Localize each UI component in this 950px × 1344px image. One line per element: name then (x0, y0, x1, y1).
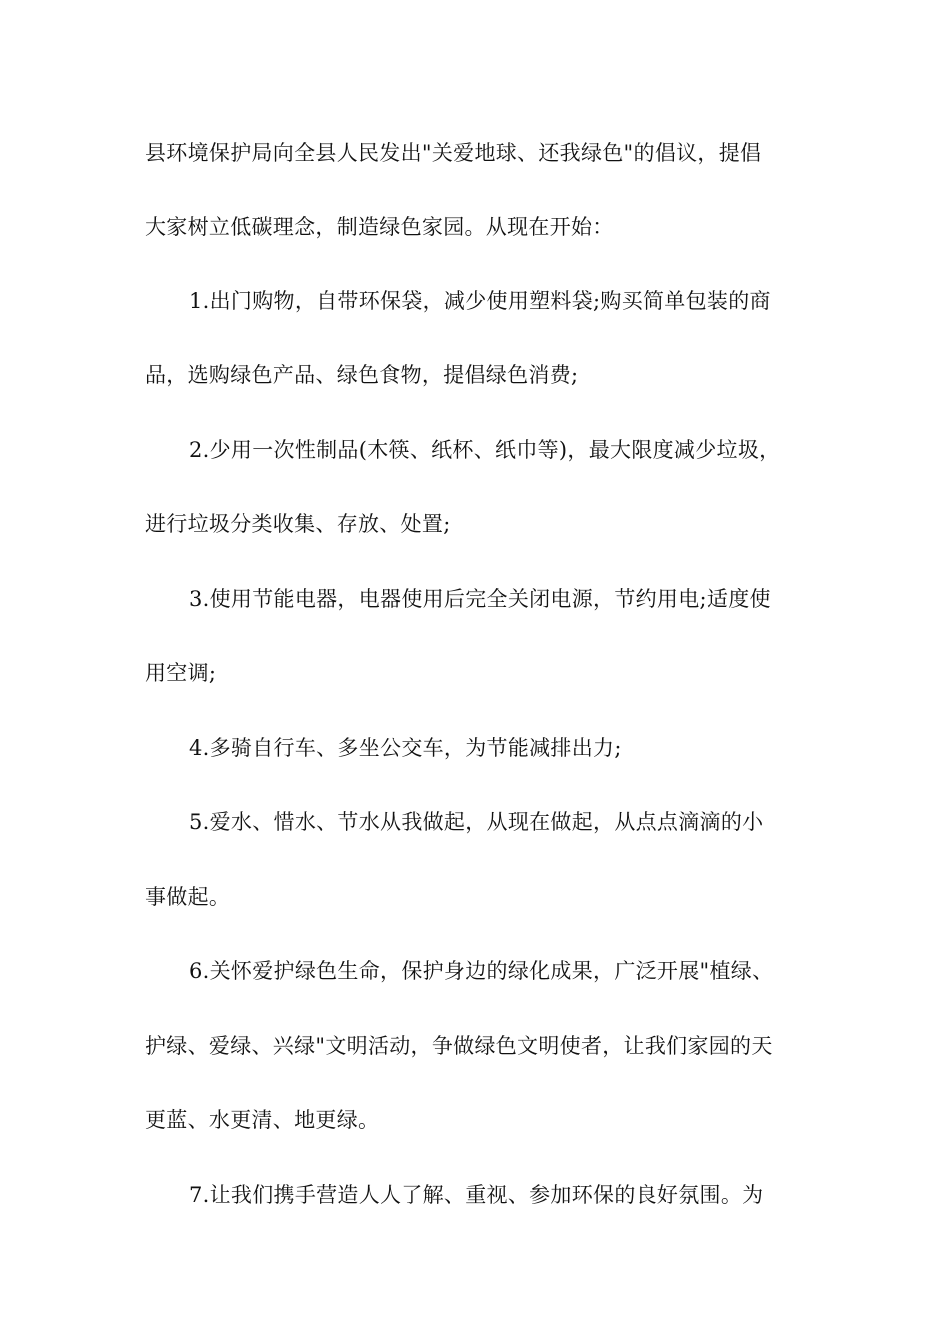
list-item-4: 4.多骑自行车、多坐公交车，为节能减排出力; (189, 736, 622, 760)
list-item-1: 1.出门购物，自带环保袋，减少使用塑料袋;购买简单包装的商 (189, 289, 771, 313)
text-line: 县环境保护局向全县人民发出"关爱地球、还我绿色"的倡议，提倡 (145, 141, 762, 165)
list-item-7: 7.让我们携手营造人人了解、重视、参加环保的良好氛围。为 (189, 1183, 764, 1207)
text-line: 大家树立低碳理念，制造绿色家园。从现在开始： (145, 215, 614, 239)
text-line: 用空调; (145, 661, 217, 685)
text-line: 事做起。 (145, 885, 231, 909)
list-item-3: 3.使用节能电器，电器使用后完全关闭电源，节约用电;适度使 (189, 587, 771, 611)
list-item-5: 5.爱水、惜水、节水从我做起，从现在做起，从点点滴滴的小 (189, 810, 764, 834)
text-line: 进行垃圾分类收集、存放、处置; (145, 512, 451, 536)
text-line: 更蓝、水更清、地更绿。 (145, 1108, 380, 1132)
list-item-6: 6.关怀爱护绿色生命，保护身边的绿化成果，广泛开展"植绿、 (189, 959, 774, 983)
text-line: 品，选购绿色产品、绿色食物，提倡绿色消费; (145, 363, 579, 387)
list-item-2: 2.少用一次性制品(木筷、纸杯、纸巾等)，最大限度减少垃圾， (189, 438, 781, 462)
text-line: 护绿、爱绿、兴绿"文明活动，争做绿色文明使者，让我们家园的天 (145, 1034, 773, 1058)
